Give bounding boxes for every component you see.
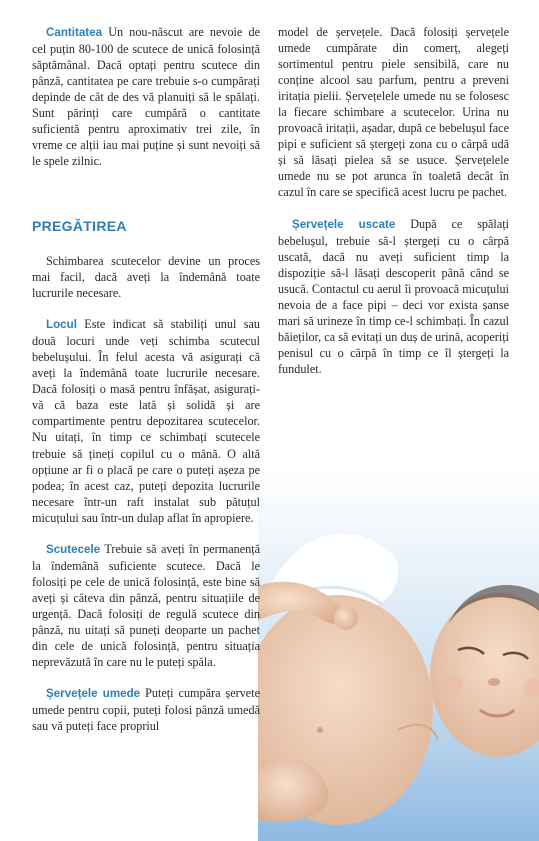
- baby-illustration: [258, 470, 539, 841]
- keyword-servetele-uscate: Șervețele uscate: [292, 217, 396, 231]
- text-servetele-uscate: După ce spălați bebelușul, trebuie să-l ștergeți cu o cârpă uscată, dacă nu aveți suficient timp la dispoziție să-l lăsați descoperit până când se usucă. Contactul cu aerul îi provoacă micuțului nevoia de a face pipi – deci vor exista șanse mari să urineze în timp ce-l schimbați. În cazul băieților, ca să evitați un duș de urină, acoperiți penisul cu o cârpă în timp ce îl ștergeți la fundulet.: [278, 216, 510, 376]
- paragraph-intro: Schimbarea scutecelor devine un proces mai facil, dacă aveți la îndemână toate lucrurile necesare.: [32, 254, 260, 301]
- paragraph-continuation: model de șervețele. Dacă folosiți șervețele umede cumpărate din comerț, alegeți sortimentul pentru piele sensibilă, care nu conține alcool sau parfum, pentru a preveni iritația pielii. Șervețelele umede nu se folosesc la fiecare schimbare a scutecelor. Urina nu provoacă iritații, așadar, după ce bebelușul face pipi e suficient să ștergeți zona cu o cârpă udă și să lăsați pielea să se usuce. Șervețelele umede nu se pot arunca în toaletă decât în cazul în care se specifică acest lucru pe pachet.: [278, 25, 509, 200]
- text-scutecele: Trebuie să aveți în permanență la îndemână suficiente scutece. Dacă le folosiți pe cele de unică folosință, este bine să aveți și câteva din pânză, pentru situațiile de urgență. Dacă folosiți de regulă scutece din pânză, nu uitați să puneți deoparte un pachet din cele de unică folosință, pentru situația neprevăzută în care nu le puteți spăla.: [32, 541, 260, 670]
- text-locul: Este indicat să stabiliți unul sau două locuri unde veți schimba scutecul bebelușului. În felul acesta vă asigurați că aveți la îndemână toate lucrurile necesare. Dacă folosiți o masă pentru înfășat, asigurați-vă că baza este lată și solidă și are compartimente pentru depozitarea scutecelor. Nu uitați, în timp ce schimbați scutecele trebuie să țineți copilul cu o mână. O altă opțiune ar fi o placă pe care o puteți așeza pe podea; în acest caz, puteți depozita lucrurile necesare într-un raft instalat sub pătuțul micuțului sau într-un dulap aflat în apropiere.: [32, 317, 260, 525]
- keyword-servetele-umede: Șervețele umede: [46, 687, 141, 701]
- baby-photo: [258, 470, 539, 841]
- paragraph-servetele-uscate: [278, 216, 509, 377]
- left-column-top: [32, 24, 260, 169]
- left-column-main: [32, 253, 260, 734]
- text-servetele-umede: Puteți cumpăra șervete umede pentru copii, puteți folosi pânză umedă sau vă puteți face propriul: [32, 686, 261, 734]
- paragraph-servetele-umede: [32, 685, 260, 734]
- text-cantitatea: Un nou-născut are nevoie de cel puțin 80-100 de scutece de unică folosință săptămânal. Dacă optați pentru scutece din pânză, cantitatea pe care trebuie s-o cumpărați depinde de cât de des vă planuiți să le spălați. Sunt părinți care cumpără o cantitate suficientă pentru aproximativ trei zile, în vreme ce alții iau mai puține și sunt nevoiți să le spele zilnic.: [32, 25, 260, 169]
- paragraph-locul: [32, 316, 260, 526]
- section-heading-pregatirea: PREGĂTIREA: [32, 218, 127, 234]
- keyword-scutecele: Scutecele: [46, 542, 101, 556]
- keyword-cantitatea: Cantitatea: [46, 26, 103, 39]
- paragraph-scutecele: [32, 541, 260, 670]
- paragraph-cantitatea: [32, 24, 260, 169]
- keyword-locul: Locul: [46, 318, 77, 332]
- right-column: [278, 24, 509, 377]
